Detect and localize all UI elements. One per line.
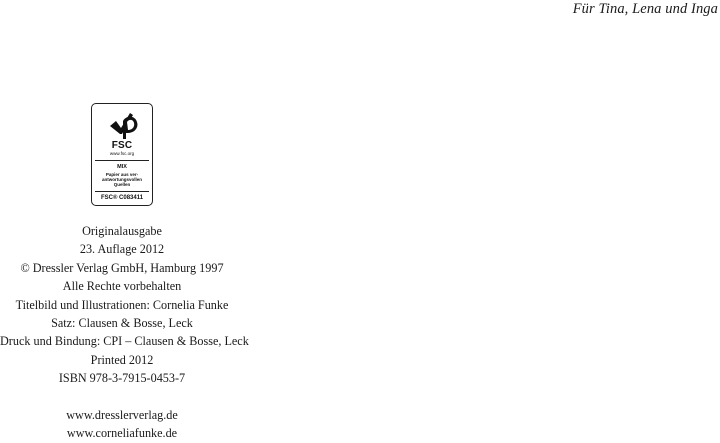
fsc-description-line: Papier aus ver- (105, 172, 139, 177)
fsc-description-line: antwortungsvollen (101, 177, 142, 182)
fsc-label-type: MIX (117, 164, 127, 170)
publisher-website-link[interactable]: www.dresslerverlag.de (66, 408, 178, 423)
dedication: Für Tina, Lena und Inga (572, 1, 718, 17)
imprint-illustrations: Titelbild und Illustrationen: Cornelia Funke (15, 297, 229, 312)
imprint-isbn: ISBN 978-3-7915-0453-7 (58, 371, 186, 386)
imprint-printing-binding: Druck und Bindung: CPI – Clausen & Bosse, Leck (0, 334, 249, 349)
fsc-tree-checkmark-icon (106, 109, 140, 143)
fsc-name: FSC (111, 140, 133, 151)
fsc-divider (95, 191, 149, 192)
imprint-spacer (0, 388, 244, 406)
fsc-website: www.fsc.org (109, 151, 135, 156)
imprint-rights: Alle Rechte vorbehalten (62, 279, 182, 294)
imprint-edition: Originalausgabe (82, 224, 162, 238)
imprint-typesetting: Satz: Clausen & Bosse, Leck (51, 316, 193, 331)
fsc-description-line: Quellen (113, 182, 131, 187)
imprint-block (0, 222, 249, 443)
author-website-link[interactable]: www.corneliafunke.de (66, 426, 178, 441)
imprint-printed-year: Printed 2012 (90, 352, 154, 367)
fsc-description (94, 172, 150, 187)
fsc-license-code: FSC® C083411 (100, 195, 144, 201)
fsc-label (91, 103, 153, 206)
imprint-printing: 23. Auflage 2012 (79, 242, 165, 257)
imprint-copyright: © Dressler Verlag GmbH, Hamburg 1997 (20, 260, 224, 275)
fsc-divider (95, 160, 149, 161)
